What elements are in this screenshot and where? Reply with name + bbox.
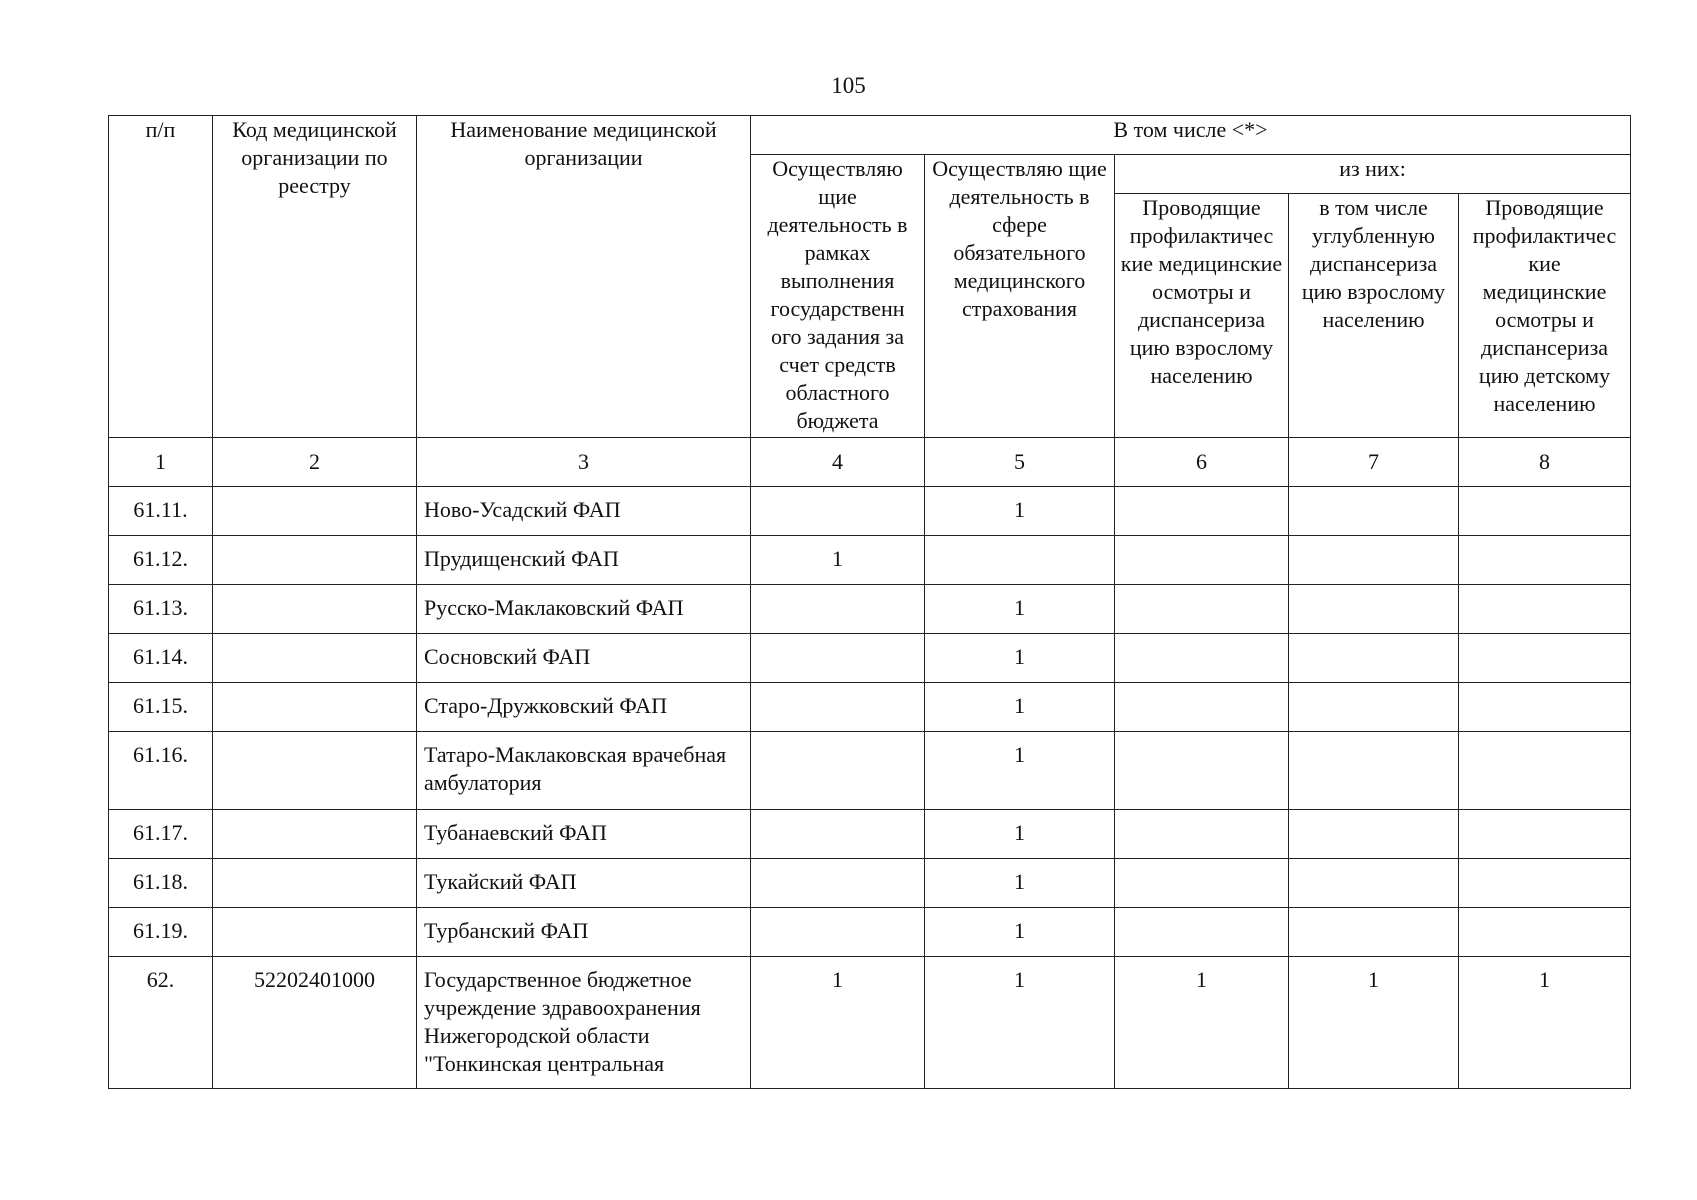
row-col-8: 1 bbox=[1459, 957, 1631, 1089]
table-body bbox=[109, 438, 1631, 1089]
column-number: 8 bbox=[1459, 438, 1631, 487]
page-number: 105 bbox=[831, 73, 866, 98]
row-name: Прудищенский ФАП bbox=[417, 536, 751, 585]
header-col-5: Осуществляю щие деятельность в сфере обязательного медицинского страхования bbox=[925, 155, 1115, 438]
row-col-5: 1 bbox=[925, 732, 1115, 810]
row-col-7 bbox=[1289, 732, 1459, 810]
table-row bbox=[109, 487, 1631, 536]
row-col-6 bbox=[1115, 732, 1289, 810]
row-col-4 bbox=[751, 683, 925, 732]
row-name: Тукайский ФАП bbox=[417, 859, 751, 908]
row-number: 61.19. bbox=[109, 908, 213, 957]
row-number: 61.18. bbox=[109, 859, 213, 908]
row-col-7 bbox=[1289, 536, 1459, 585]
row-col-5: 1 bbox=[925, 683, 1115, 732]
row-col-5: 1 bbox=[925, 487, 1115, 536]
row-col-8 bbox=[1459, 810, 1631, 859]
row-col-4 bbox=[751, 487, 925, 536]
row-code bbox=[213, 487, 417, 536]
row-code bbox=[213, 859, 417, 908]
row-col-7 bbox=[1289, 908, 1459, 957]
row-col-5: 1 bbox=[925, 957, 1115, 1089]
row-number: 61.15. bbox=[109, 683, 213, 732]
row-col-7 bbox=[1289, 487, 1459, 536]
header-col-7: в том числе углубленную диспансериза цию взрослому населению bbox=[1289, 194, 1459, 438]
header-col-8: Проводящие профилактичес кие медицинские осмотры и диспансериза цию детскому населению bbox=[1459, 194, 1631, 438]
row-col-5: 1 bbox=[925, 908, 1115, 957]
table-row bbox=[109, 683, 1631, 732]
row-name: Татаро-Маклаковская врачебная амбулатория bbox=[417, 732, 751, 810]
column-number: 2 bbox=[213, 438, 417, 487]
row-col-4 bbox=[751, 810, 925, 859]
table-row bbox=[109, 859, 1631, 908]
row-name: Ново-Усадский ФАП bbox=[417, 487, 751, 536]
row-col-8 bbox=[1459, 634, 1631, 683]
row-col-8 bbox=[1459, 536, 1631, 585]
row-col-6 bbox=[1115, 536, 1289, 585]
row-col-8 bbox=[1459, 585, 1631, 634]
row-code bbox=[213, 585, 417, 634]
row-name: Русско-Маклаковский ФАП bbox=[417, 585, 751, 634]
row-col-4 bbox=[751, 908, 925, 957]
header-code: Код медицинской организации по реестру bbox=[213, 116, 417, 438]
row-code bbox=[213, 536, 417, 585]
row-col-5: 1 bbox=[925, 634, 1115, 683]
row-col-5: 1 bbox=[925, 585, 1115, 634]
row-number: 61.13. bbox=[109, 585, 213, 634]
row-col-4 bbox=[751, 859, 925, 908]
row-number: 61.11. bbox=[109, 487, 213, 536]
row-col-4: 1 bbox=[751, 536, 925, 585]
header-group: В том числе <*> bbox=[751, 116, 1631, 155]
row-name: Сосновский ФАП bbox=[417, 634, 751, 683]
row-col-7 bbox=[1289, 859, 1459, 908]
row-col-8 bbox=[1459, 683, 1631, 732]
row-col-4 bbox=[751, 634, 925, 683]
header-name: Наименование медицинской организации bbox=[417, 116, 751, 438]
row-number: 61.16. bbox=[109, 732, 213, 810]
table-row bbox=[109, 536, 1631, 585]
row-col-6 bbox=[1115, 908, 1289, 957]
row-code bbox=[213, 634, 417, 683]
header-pp: п/п bbox=[109, 116, 213, 438]
row-col-7 bbox=[1289, 683, 1459, 732]
row-col-8 bbox=[1459, 732, 1631, 810]
row-col-6 bbox=[1115, 487, 1289, 536]
row-col-6 bbox=[1115, 810, 1289, 859]
table-row bbox=[109, 732, 1631, 810]
table-row bbox=[109, 585, 1631, 634]
header-col-6: Проводящие профилактичес кие медицинские осмотры и диспансериза цию взрослому населению bbox=[1115, 194, 1289, 438]
row-col-6 bbox=[1115, 683, 1289, 732]
row-col-5 bbox=[925, 536, 1115, 585]
row-col-8 bbox=[1459, 859, 1631, 908]
column-number: 7 bbox=[1289, 438, 1459, 487]
row-name: Турбанский ФАП bbox=[417, 908, 751, 957]
column-number: 1 bbox=[109, 438, 213, 487]
row-col-6: 1 bbox=[1115, 957, 1289, 1089]
row-col-4 bbox=[751, 585, 925, 634]
row-col-4: 1 bbox=[751, 957, 925, 1089]
row-number: 62. bbox=[109, 957, 213, 1089]
row-code: 52202401000 bbox=[213, 957, 417, 1089]
row-col-8 bbox=[1459, 908, 1631, 957]
column-number-row bbox=[109, 438, 1631, 487]
medical-organizations-table bbox=[108, 115, 1631, 1089]
header-subgroup: из них: bbox=[1115, 155, 1631, 194]
row-code bbox=[213, 908, 417, 957]
row-col-4 bbox=[751, 732, 925, 810]
row-name: Государственное бюджетное учреждение здравоохранения Нижегородской области "Тонкинская центральная bbox=[417, 957, 751, 1089]
header-col-4: Осуществляю щие деятельность в рамках выполнения государственн ого задания за счет средств областного бюджета bbox=[751, 155, 925, 438]
column-number: 3 bbox=[417, 438, 751, 487]
table-row bbox=[109, 908, 1631, 957]
row-col-6 bbox=[1115, 585, 1289, 634]
row-col-5: 1 bbox=[925, 859, 1115, 908]
column-number: 4 bbox=[751, 438, 925, 487]
table-row bbox=[109, 810, 1631, 859]
row-col-5: 1 bbox=[925, 810, 1115, 859]
row-name: Старо-Дружковский ФАП bbox=[417, 683, 751, 732]
row-code bbox=[213, 683, 417, 732]
row-number: 61.17. bbox=[109, 810, 213, 859]
column-number: 6 bbox=[1115, 438, 1289, 487]
table-row bbox=[109, 957, 1631, 1089]
row-number: 61.14. bbox=[109, 634, 213, 683]
row-name: Тубанаевский ФАП bbox=[417, 810, 751, 859]
row-col-6 bbox=[1115, 634, 1289, 683]
row-col-7 bbox=[1289, 810, 1459, 859]
table-row bbox=[109, 634, 1631, 683]
row-col-7 bbox=[1289, 634, 1459, 683]
row-col-7: 1 bbox=[1289, 957, 1459, 1089]
row-col-7 bbox=[1289, 585, 1459, 634]
row-number: 61.12. bbox=[109, 536, 213, 585]
row-col-6 bbox=[1115, 859, 1289, 908]
row-code bbox=[213, 810, 417, 859]
row-col-8 bbox=[1459, 487, 1631, 536]
column-number: 5 bbox=[925, 438, 1115, 487]
row-code bbox=[213, 732, 417, 810]
table-header bbox=[109, 116, 1631, 438]
